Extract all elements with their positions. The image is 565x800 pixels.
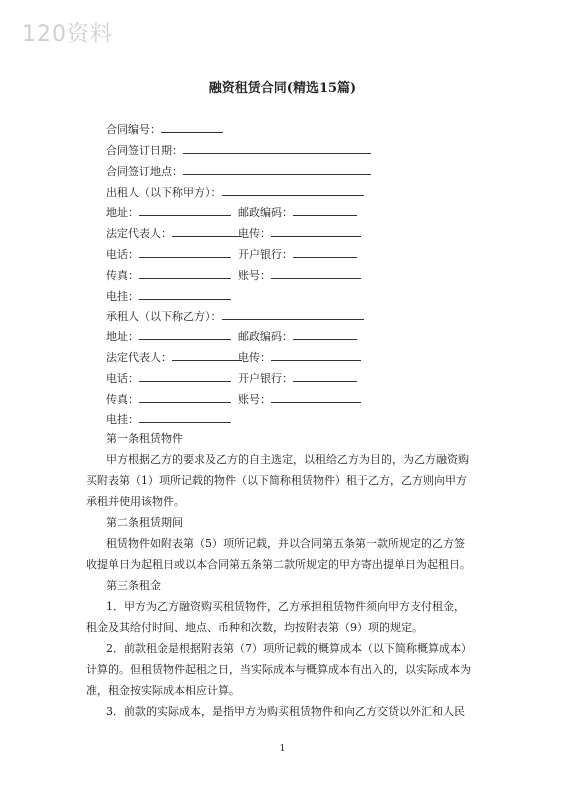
lessor-bank-label: 开户银行：	[238, 248, 293, 261]
contract-no-label: 合同编号：	[106, 123, 161, 136]
lessor-phone-line	[106, 247, 231, 262]
lessor-account-line	[238, 268, 361, 283]
lessee-address-label: 地址：	[106, 330, 139, 343]
lessee-account-line	[238, 392, 361, 407]
lessee-heading: 承租人（以下称乙方）：	[106, 310, 222, 323]
article3-line3: 2．前款租金是根据附表第（7）项所记载的概算成本（以下简称概算成本）	[106, 642, 472, 655]
lessee-fax-blank	[139, 392, 231, 403]
article3-line2: 租金及其给付时间、地点、币种和次数，均按附表第（9）项的规定。	[86, 621, 423, 634]
lessee-fax-line	[106, 392, 231, 407]
lessee-phone-blank	[139, 371, 231, 382]
sign-date-label: 合同签订日期：	[106, 144, 183, 157]
lessee-postcode-blank	[293, 329, 357, 340]
lessor-heading: 出租人（以下称甲方）：	[106, 186, 222, 199]
lessee-blank	[222, 309, 364, 320]
lessor-account-blank	[271, 268, 361, 279]
lessee-bank-label: 开户银行：	[238, 372, 293, 385]
article3-line4: 计算的。但租赁物件起租之日，当实际成本与概算成本有出入的，以实际成本为	[86, 663, 471, 676]
lessor-legalrep-blank	[172, 226, 242, 237]
lessee-bank-blank	[293, 371, 357, 382]
sign-place-blank	[183, 164, 371, 175]
lessor-cable-label: 电挂：	[106, 290, 139, 303]
lessor-phone-blank	[139, 247, 231, 258]
lessor-account-label: 账号：	[238, 269, 271, 282]
document-title: 融资租赁合同(精选15篇)	[208, 81, 357, 96]
lessor-bank-blank	[293, 247, 357, 258]
lessee-telegraph-label: 电传：	[238, 351, 271, 364]
contract-no-blank	[161, 122, 223, 133]
lessee-phone-line	[106, 371, 231, 386]
lessee-address-blank	[139, 329, 231, 340]
lessor-postcode-label: 邮政编码：	[238, 206, 293, 219]
lessor-telegraph-line	[238, 226, 361, 241]
lessor-postcode-blank	[293, 205, 357, 216]
lessee-postcode-label: 邮政编码：	[238, 330, 293, 343]
lessor-cable-blank	[139, 289, 231, 300]
lessee-account-label: 账号：	[238, 393, 271, 406]
lessor-address-label: 地址：	[106, 206, 139, 219]
contract-no-line	[106, 122, 223, 137]
lessee-fax-label: 传真：	[106, 393, 139, 406]
lessor-address-line	[106, 205, 231, 220]
lessee-legalrep-blank	[172, 350, 242, 361]
lessor-fax-line	[106, 268, 231, 283]
lessee-cable-label: 电挂：	[106, 413, 139, 426]
article2-line1: 租赁物件如附表第（5）项所记载，并以合同第五条第一款所规定的乙方签	[106, 537, 465, 550]
article3-line5: 准，租金按实际成本相应计算。	[86, 684, 240, 697]
lessor-telegraph-label: 电传：	[238, 227, 271, 240]
lessor-cable-line	[106, 289, 231, 304]
watermark: 120资料	[22, 22, 113, 47]
article3-title: 第三条租金	[106, 579, 161, 592]
lessor-bank-line	[238, 247, 357, 262]
article1-line2: 买附表第（1）项所记载的物件（以下简称租赁物件）租于乙方，乙方则向甲方	[86, 474, 467, 487]
lessor-postcode-line	[238, 205, 357, 220]
article1-line3: 承租并使用该物件。	[86, 495, 185, 508]
article2-title: 第二条租赁期间	[106, 516, 183, 529]
lessor-legalrep-line	[106, 226, 242, 241]
lessor-phone-label: 电话：	[106, 248, 139, 261]
lessor-legalrep-label: 法定代表人：	[106, 227, 172, 240]
lessor-heading-line	[106, 185, 364, 200]
lessee-telegraph-blank	[271, 350, 361, 361]
lessor-blank	[222, 185, 364, 196]
article3-line6: 3．前款的实际成本，是指甲方为购买租赁物件和向乙方交货以外汇和人民	[106, 705, 465, 718]
lessor-address-blank	[139, 205, 231, 216]
lessee-cable-blank	[139, 412, 231, 423]
lessee-postcode-line	[238, 329, 357, 344]
lessor-telegraph-blank	[271, 226, 361, 237]
lessee-cable-line	[106, 412, 231, 427]
sign-date-blank	[183, 143, 371, 154]
lessee-bank-line	[238, 371, 357, 386]
lessee-heading-line	[106, 309, 364, 324]
article1-line1: 甲方根据乙方的要求及乙方的自主选定，以租给乙方为目的，为乙方融资购	[106, 453, 469, 466]
lessee-address-line	[106, 329, 231, 344]
sign-place-line	[106, 164, 371, 179]
lessee-legalrep-line	[106, 350, 242, 365]
page-number: 1	[279, 744, 286, 754]
lessee-account-blank	[271, 392, 361, 403]
sign-date-line	[106, 143, 371, 158]
article2-line2: 收提单日为起租日或以本合同第五条第二款所规定的甲方寄出提单日为起租日。	[86, 558, 471, 571]
article3-line1: 1．甲方为乙方融资购买租赁物件，乙方承担租赁物件须向甲方支付租金，	[106, 600, 465, 613]
lessee-telegraph-line	[238, 350, 361, 365]
lessor-fax-label: 传真：	[106, 269, 139, 282]
article1-title: 第一条租赁物件	[106, 432, 183, 445]
lessor-fax-blank	[139, 268, 231, 279]
sign-place-label: 合同签订地点：	[106, 165, 183, 178]
lessee-legalrep-label: 法定代表人：	[106, 351, 172, 364]
lessee-phone-label: 电话：	[106, 372, 139, 385]
